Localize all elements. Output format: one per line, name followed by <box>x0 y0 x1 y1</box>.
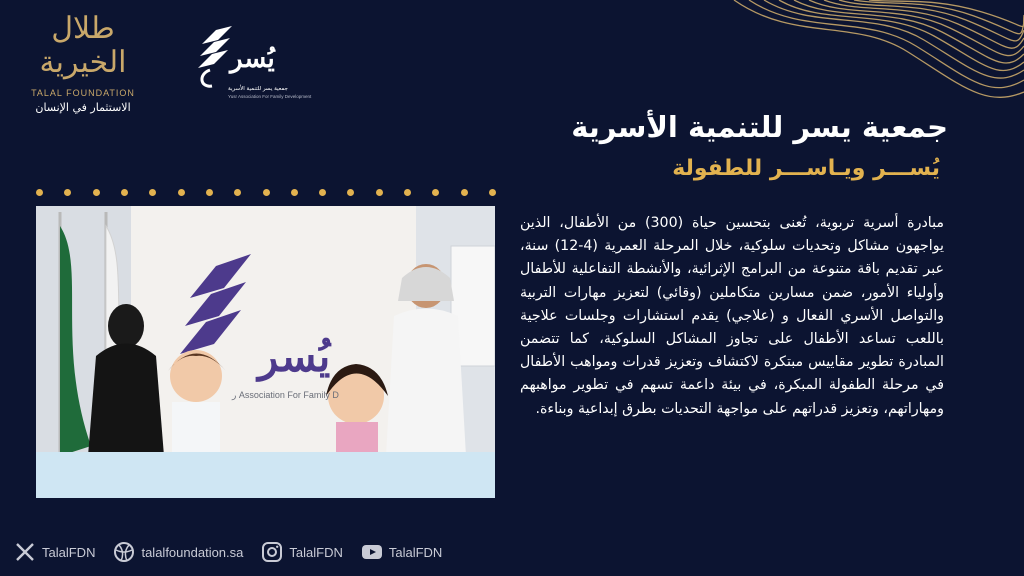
talal-logo-english: TALAL FOUNDATION <box>31 88 135 98</box>
divider-dot <box>376 189 383 196</box>
divider-dot <box>121 189 128 196</box>
decorative-waves <box>724 0 1024 110</box>
talal-logo-arabic: طلال الخيرية <box>39 11 127 80</box>
social-footer <box>14 539 460 565</box>
dotted-divider <box>36 188 496 196</box>
footer-label-youtube: TalalFDN <box>388 544 443 560</box>
divider-dot <box>489 189 496 196</box>
footer-label-website: talalfoundation.sa <box>141 544 244 560</box>
divider-dot <box>149 189 156 196</box>
footer-item-youtube[interactable] <box>361 541 442 563</box>
talal-logo-tagline: الاستثمار في الإنسان <box>35 101 131 114</box>
photo-banner-text: ر Association For Family D <box>232 390 339 400</box>
page-title: جمعية يسر للتنمية الأسرية <box>571 110 948 144</box>
divider-dot <box>291 189 298 196</box>
photo-banner-word: يُسر <box>258 332 331 381</box>
divider-dot <box>206 189 213 196</box>
divider-dot <box>319 189 326 196</box>
globe-icon <box>113 541 135 563</box>
description-paragraph: مبادرة أسرية تربوية، تُعنى بتحسين حياة (300) من الأطفال، الذين يواجهون مشاكل وتحديات سلوكية، خلال المرحلة العمرية (4-12) سنة، عبر تقديم باقة متنوعة من البرامج الإثرائية، والأنشطة التفاعلية للأطفال وأولياء الأمور، ضمن مسارين متكاملين (وقائي) لتعزيز مهارات التربية والتواصل الأسري الفعال و (علاجي) يقدم استشارات وجلسات علاجية باللعب تساعد الأطفال على تجاوز المشاكل السلوكية، كما تتضمن المبادرة تطوير مقاييس مبتكرة لاكتشاف وتعزيز قدرات ومواهب الأطفال في مرحلة الطفولة المبكرة، في بيئة داعمة تسهم في تطوير مواهبهم ومهاراتهم، وتعزيز قدراتهم على مواجهة التحديات بطرق إبداعية وبناءة. <box>520 215 944 417</box>
page-subtitle: يُســـر ويـاســـر للطفولة <box>672 156 940 181</box>
footer-item-instagram[interactable] <box>261 541 342 563</box>
yusr-logo-subtitle-ar: جمعية يسر للتنمية الأسرية <box>228 86 288 92</box>
yusr-logo-wordmark: يُسر <box>230 44 275 74</box>
divider-dot <box>234 189 241 196</box>
divider-dot <box>461 189 468 196</box>
divider-dot <box>404 189 411 196</box>
event-photo <box>36 206 495 498</box>
footer-item-x[interactable] <box>14 541 95 563</box>
instagram-icon <box>261 541 283 563</box>
divider-dot <box>178 189 185 196</box>
talal-foundation-logo <box>18 11 148 114</box>
footer-item-website[interactable] <box>113 541 243 563</box>
youtube-icon <box>361 541 383 563</box>
divider-dot <box>93 189 100 196</box>
divider-dot <box>64 189 71 196</box>
divider-dot <box>263 189 270 196</box>
divider-dot <box>432 189 439 196</box>
x-icon <box>14 541 36 563</box>
yusr-logo <box>196 26 312 99</box>
divider-dot <box>36 189 43 196</box>
footer-label-instagram: TalalFDN <box>289 544 343 560</box>
yusr-logo-subtitle-en: Yusr Association For Family Development <box>228 94 312 99</box>
divider-dot <box>347 189 354 196</box>
photo-bottom-strip <box>36 452 495 498</box>
footer-label-x: TalalFDN <box>42 544 96 560</box>
